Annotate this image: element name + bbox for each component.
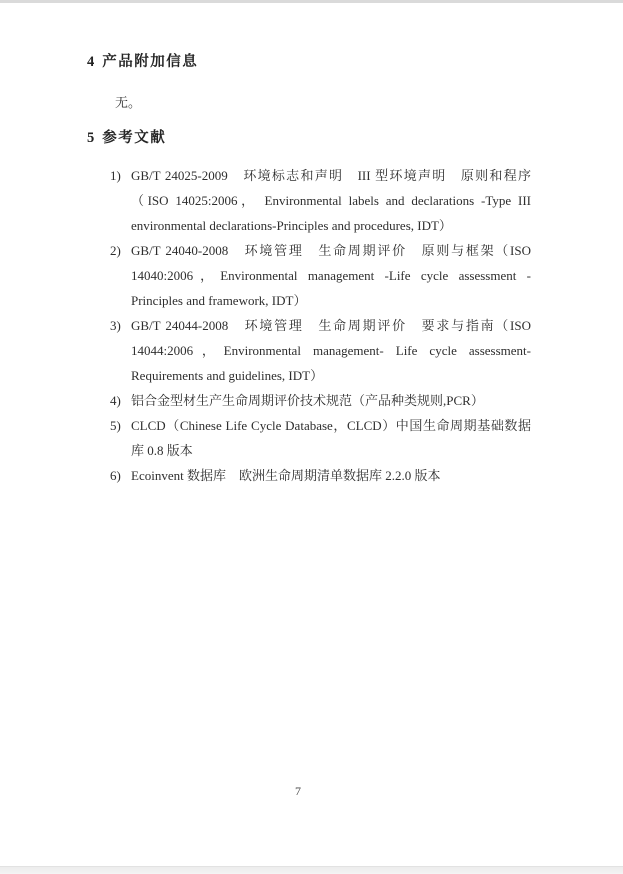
- reference-marker: 1): [110, 168, 121, 183]
- scan-edge-bottom: [0, 866, 623, 874]
- section-number: 5: [87, 130, 95, 146]
- reference-item: [110, 413, 532, 463]
- reference-text: 铝合金型材生产生命周期评价技术规范（产品种类规则,PCR）: [131, 393, 484, 408]
- section-title: 参考文献: [102, 130, 167, 146]
- reference-text: GB/T 24040-2008 环境管理 生命周期评价 原则与框架（ISO 14040:2006，Environmental management -Life cycle assessment - Principles and framework, IDT）: [131, 243, 531, 308]
- reference-item: [110, 313, 532, 388]
- section-heading-4: [87, 50, 198, 71]
- reference-marker: 2): [110, 243, 121, 258]
- section-heading-5: [87, 126, 166, 147]
- reference-text: GB/T 24044-2008 环境管理 生命周期评价 要求与指南（ISO 14044:2006，Environmental management- Life cycle assessment- Requirements and guidelines, IDT）: [131, 318, 531, 383]
- page-number: 7: [295, 784, 301, 798]
- reference-text: GB/T 24025-2009 环境标志和声明 III 型环境声明 原则和程序（ISO 14025:2006， Environmental labels and declarations -Type III environmental declarations-Principles and procedures, IDT）: [131, 168, 531, 233]
- section-4-body: 无。: [115, 95, 142, 110]
- section-title: 产品附加信息: [102, 54, 199, 70]
- reference-marker: 6): [110, 468, 121, 483]
- scan-edge-top: [0, 0, 623, 3]
- reference-marker: 3): [110, 318, 121, 333]
- reference-item: [110, 238, 532, 313]
- reference-item: [110, 163, 532, 238]
- reference-text: Ecoinvent 数据库 欧洲生命周期清单数据库 2.2.0 版本: [131, 468, 441, 483]
- reference-text: CLCD（Chinese Life Cycle Database，CLCD）中国生命周期基础数据库 0.8 版本: [131, 418, 531, 458]
- reference-list: [110, 163, 532, 488]
- reference-item: [110, 463, 532, 488]
- reference-marker: 5): [110, 418, 121, 433]
- section-number: 4: [87, 54, 95, 70]
- reference-marker: 4): [110, 393, 121, 408]
- reference-item: [110, 388, 532, 413]
